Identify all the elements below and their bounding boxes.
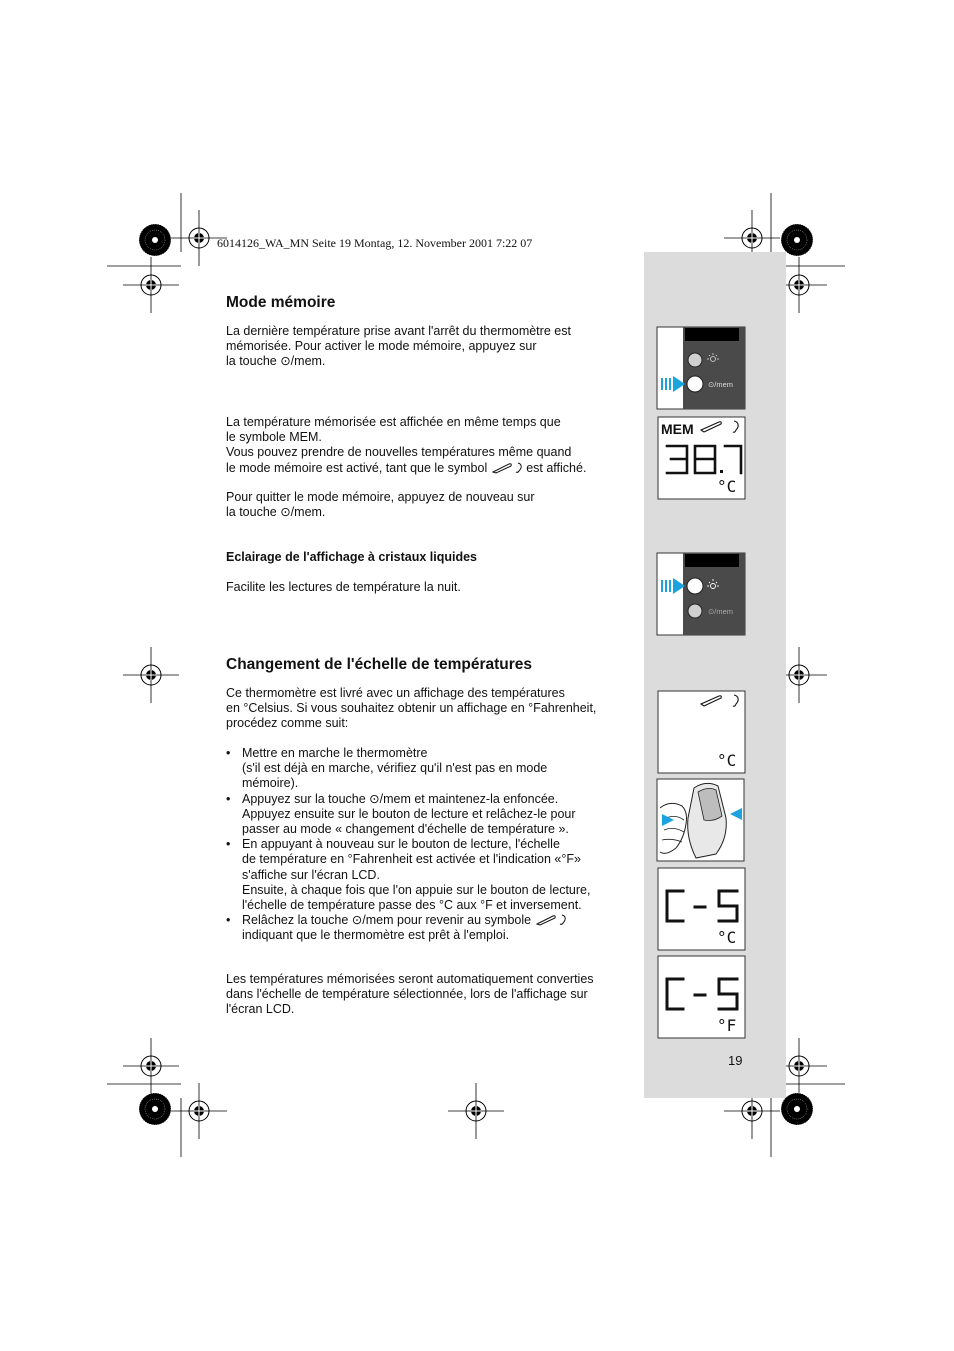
memoire-para-1: La dernière température prise avant l'arrêt du thermomètre est mémorisée. Pour activer le mode mémoire, appuyez sur la touche ⊙/mem. <box>226 324 571 369</box>
list-item: • Appuyez sur la touche ⊙/mem et maintenez-la enfoncée. Appuyez ensuite sur le bouton de lecture et relâchez-le pour passer au mode « changement d'échelle de température ». <box>226 792 590 838</box>
figure-light-button-panel <box>656 552 746 636</box>
echelle-intro: Ce thermomètre est livré avec un affichage des températures en °Celsius. Si vous souhaitez obtenir un affichage en °Fahrenheit, procédez comme suit: <box>226 686 597 731</box>
eclairage-para: Facilite les lectures de température la nuit. <box>226 580 461 594</box>
figure-mem-button-panel <box>656 326 746 410</box>
figure-lcd-scale-celsius <box>657 867 746 951</box>
mem-button-label: ⊙/mem <box>708 380 734 389</box>
thermometer-ear-icon <box>491 461 523 474</box>
memoire-para-2: La température mémorisée est affichée en même temps que le symbole MEM. Vous pouvez prendre de nouvelles températures même quand le mode mémoire est activé, tant que le symbol est affiché. <box>226 415 587 475</box>
print-header: 6014126_WA_MN Seite 19 Montag, 12. November 2001 7:22 07 <box>217 236 533 250</box>
list-item: • Mettre en marche le thermomètre (s'il est déjà en marche, vérifiez qu'il n'est pas en mode mémoire). <box>226 746 590 792</box>
lcd-unit-celsius: °C <box>717 928 737 947</box>
lcd-mem-label: MEM <box>661 421 694 437</box>
lcd-unit-celsius: °C <box>717 751 737 770</box>
lcd-unit-fahrenheit: °F <box>717 1016 737 1035</box>
section-title-echelle: Changement de l'échelle de températures <box>226 656 533 673</box>
figure-hand-pressing-buttons <box>656 778 745 862</box>
section-title-memoire: Mode mémoire <box>226 294 336 311</box>
mem-button-label: ⊙/mem <box>708 607 734 616</box>
figure-lcd-memory <box>657 416 746 500</box>
thermometer-ear-icon <box>535 913 567 926</box>
echelle-steps-list <box>226 746 590 944</box>
figure-lcd-ready <box>657 690 746 774</box>
list-item: • Relâchez la touche ⊙/mem pour revenir au symbole indiquant que le thermomètre est prêt à l'emploi. <box>226 913 590 943</box>
page-number: 19 <box>728 1053 743 1068</box>
list-item: • En appuyant à nouveau sur le bouton de lecture, l'échelle de température en °Fahrenheit est activée et l'indication «°F» s'affiche sur l'écran LCD. Ensuite, à chaque fois que l'on appuie sur le bouton de lecture, l'échelle de température passe des °C aux °F et inversement. <box>226 837 590 913</box>
echelle-outro: Les températures mémorisées seront automatiquement converties dans l'échelle de température sélectionnée, lors de l'affichage sur l'écran LCD. <box>226 972 594 1017</box>
figure-lcd-scale-fahrenheit <box>657 955 746 1039</box>
lcd-unit-celsius: °C <box>717 477 737 496</box>
memoire-para-3: Pour quitter le mode mémoire, appuyez de nouveau sur la touche ⊙/mem. <box>226 490 535 520</box>
section-title-eclairage: Eclairage de l'affichage à cristaux liquides <box>226 550 477 564</box>
